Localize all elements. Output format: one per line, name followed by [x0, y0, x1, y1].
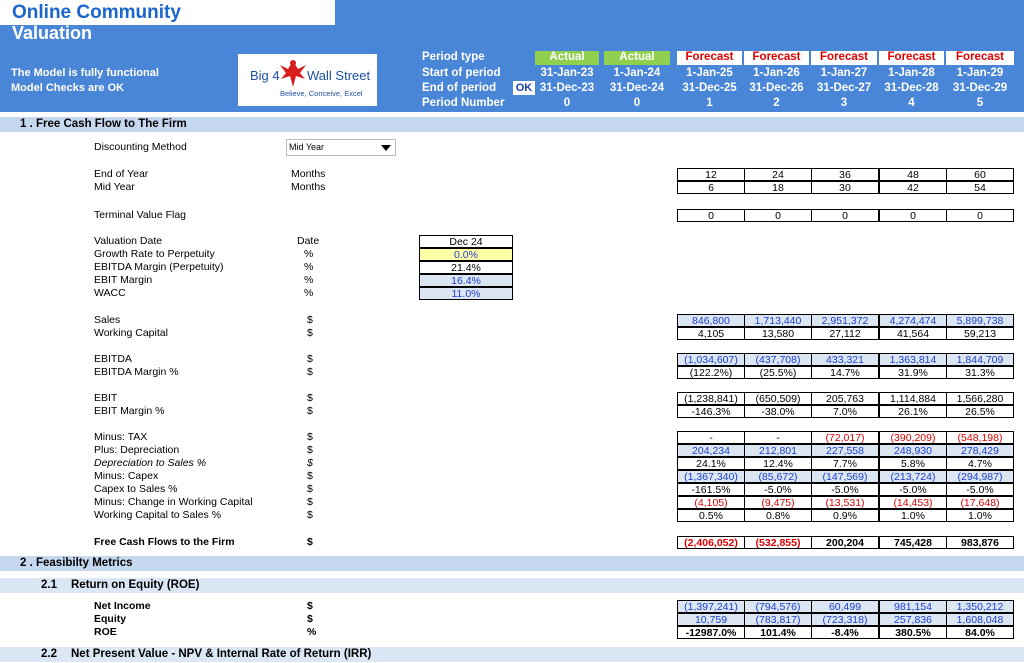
row-value-cell: 7.7% — [811, 457, 879, 470]
row-value-cell: 204,234 — [677, 444, 745, 457]
roe-value-cell: (783,817) — [744, 613, 812, 626]
row-value-cell: (13,531) — [811, 496, 879, 509]
roe-row-unit: $ — [307, 613, 313, 625]
input-label: EBITDA Margin (Perpetuity) — [94, 261, 224, 273]
row-label: Minus: Change in Working Capital — [94, 496, 253, 508]
row-value-cell: (147,569) — [811, 470, 879, 483]
end-of-year-cell: 48 — [879, 168, 947, 181]
row-unit: $ — [307, 327, 313, 339]
end-period-label: End of period — [422, 82, 497, 94]
discounting-method-value: Mid Year — [289, 142, 325, 152]
subsection-npv-title: Net Present Value - NPV & Internal Rate of Return (IRR) — [71, 648, 372, 660]
roe-value-cell: -8.4% — [811, 626, 879, 639]
row-value-cell: 31.9% — [879, 366, 947, 379]
row-label: Working Capital to Sales % — [94, 509, 222, 521]
row-unit: $ — [307, 353, 313, 365]
roe-value-cell: 981,154 — [879, 600, 947, 613]
row-value-cell: 31.3% — [946, 366, 1014, 379]
terminal-flag-cell: 0 — [811, 209, 879, 222]
period-number-cell: 0 — [633, 97, 641, 109]
row-value-cell: 4,105 — [677, 327, 745, 340]
row-value-cell: 0.8% — [744, 509, 812, 522]
row-value-cell: 846,800 — [677, 314, 745, 327]
row-unit: $ — [307, 496, 313, 508]
roe-value-cell: 380.5% — [879, 626, 947, 639]
period-end-cell: 31-Dec-27 — [816, 82, 872, 94]
period-start-cell: 1-Jan-26 — [753, 67, 800, 79]
roe-row-unit: $ — [307, 600, 313, 612]
period-number-cell: 2 — [773, 97, 780, 109]
end-of-year-label: End of Year — [94, 168, 149, 180]
roe-value-cell: 84.0% — [946, 626, 1014, 639]
input-label: Growth Rate to Perpetuity — [94, 248, 215, 260]
end-of-year-unit: Months — [291, 168, 326, 180]
row-unit: $ — [307, 457, 313, 469]
period-number-cell: 5 — [976, 97, 984, 109]
row-value-cell: (2,406,052) — [677, 536, 745, 549]
period-number-cell: 1 — [706, 97, 713, 109]
mid-year-cell: 30 — [811, 181, 879, 194]
status-functional: The Model is fully functional — [11, 67, 159, 79]
period-type-cell: Actual — [535, 51, 599, 65]
terminal-flag-cell: 0 — [744, 209, 812, 222]
row-value-cell: 1.0% — [946, 509, 1014, 522]
roe-value-cell: 1,350,212 — [946, 600, 1014, 613]
period-type-cell: Forecast — [879, 51, 944, 65]
row-label: EBIT Margin % — [94, 405, 165, 417]
input-label: WACC — [94, 287, 126, 299]
period-type-label: Period type — [422, 51, 485, 63]
mid-year-cell: 42 — [879, 181, 947, 194]
row-value-cell: 13,580 — [744, 327, 812, 340]
row-label: Free Cash Flows to the Firm — [94, 536, 235, 548]
chevron-down-icon[interactable] — [381, 145, 391, 151]
row-value-cell: 24.1% — [677, 457, 745, 470]
roe-row-label: Equity — [94, 613, 127, 625]
row-value-cell: 0.5% — [677, 509, 745, 522]
logo — [238, 54, 377, 106]
period-type-cell: Forecast — [677, 51, 742, 65]
row-value-cell: -161.5% — [677, 483, 745, 496]
mid-year-cell: 6 — [677, 181, 745, 194]
period-start-cell: 1-Jan-27 — [820, 67, 868, 79]
mid-year-label: Mid Year — [94, 181, 135, 193]
mid-year-unit: Months — [291, 181, 326, 193]
row-value-cell: 1,566,280 — [946, 392, 1014, 405]
period-number-cell: 3 — [840, 97, 848, 109]
row-value-cell: 983,876 — [946, 536, 1014, 549]
row-value-cell: 59,213 — [946, 327, 1014, 340]
period-type-cell: Forecast — [744, 51, 809, 65]
row-value-cell: 745,428 — [879, 536, 947, 549]
row-value-cell: 26.5% — [946, 405, 1014, 418]
row-value-cell: -5.0% — [811, 483, 879, 496]
row-label: Sales — [94, 314, 121, 326]
row-unit: $ — [307, 431, 313, 443]
row-unit: $ — [307, 483, 313, 495]
row-value-cell: 200,204 — [811, 536, 879, 549]
subsection-roe-bar — [0, 578, 1024, 593]
roe-value-cell: 10,759 — [677, 613, 745, 626]
subsection-roe-number: 2.1 — [41, 579, 57, 591]
period-start-cell: 1-Jan-24 — [613, 67, 661, 79]
logo-tagline: Believe, Conceive, Excel — [280, 89, 363, 98]
row-value-cell: (25.5%) — [744, 366, 812, 379]
input-unit: % — [304, 287, 314, 299]
row-value-cell: (4,105) — [677, 496, 745, 509]
mid-year-cell: 18 — [744, 181, 812, 194]
input-unit: % — [304, 274, 314, 286]
row-value-cell: -5.0% — [744, 483, 812, 496]
input-label: Valuation Date — [94, 235, 163, 247]
row-value-cell: 41,564 — [879, 327, 947, 340]
period-number-cell: 0 — [563, 97, 571, 109]
roe-value-cell: 257,836 — [879, 613, 947, 626]
roe-row-unit: % — [307, 626, 317, 638]
row-value-cell: 4,274,474 — [879, 314, 947, 327]
row-value-cell: (437,708) — [744, 353, 812, 366]
end-of-year-cell: 12 — [677, 168, 745, 181]
input-unit: Date — [297, 235, 320, 247]
row-value-cell: 205,763 — [811, 392, 879, 405]
period-end-cell: 31-Dec-28 — [884, 82, 939, 94]
period-end-cell: 31-Dec-25 — [682, 82, 737, 94]
row-label: Plus: Depreciation — [94, 444, 180, 456]
roe-value-cell: 60,499 — [811, 600, 879, 613]
row-value-cell: 248,930 — [879, 444, 947, 457]
row-value-cell: (294,987) — [946, 470, 1014, 483]
row-unit: $ — [307, 470, 313, 482]
row-value-cell: (72,017) — [811, 431, 879, 444]
row-value-cell: 1,363,814 — [879, 353, 947, 366]
period-start-cell: 1-Jan-25 — [686, 67, 733, 79]
input-unit: % — [304, 261, 314, 273]
row-label: EBITDA Margin % — [94, 366, 179, 378]
row-unit: $ — [307, 366, 313, 378]
row-value-cell: (650,509) — [744, 392, 812, 405]
end-of-year-cell: 24 — [744, 168, 812, 181]
row-value-cell: 5.8% — [879, 457, 947, 470]
period-type-cell: Forecast — [946, 51, 1014, 65]
row-label: EBIT — [94, 392, 118, 404]
status-checks: Model Checks are OK — [11, 82, 125, 94]
input-value-field[interactable]: 0.0% — [419, 248, 513, 261]
terminal-flag-cell: 0 — [946, 209, 1014, 222]
period-type-cell: Forecast — [811, 51, 877, 65]
discounting-method-dropdown[interactable] — [286, 139, 396, 156]
section-1-bar — [0, 117, 1024, 132]
roe-value-cell: 101.4% — [744, 626, 812, 639]
row-value-cell: 0.9% — [811, 509, 879, 522]
section-1-title: 1 . Free Cash Flow to The Firm — [20, 118, 187, 130]
roe-value-cell: (1,397,241) — [677, 600, 745, 613]
roe-value-cell: (794,576) — [744, 600, 812, 613]
row-unit: $ — [307, 444, 313, 456]
period-end-cell: 31-Dec-24 — [609, 82, 665, 94]
section-2-bar — [0, 556, 1024, 571]
row-label: Working Capital — [94, 327, 168, 339]
eagle-icon — [278, 57, 308, 89]
row-value-cell: 2,951,372 — [811, 314, 879, 327]
logo-text-right: Wall Street — [307, 68, 371, 83]
row-value-cell: (14,453) — [879, 496, 947, 509]
row-value-cell: (9,475) — [744, 496, 812, 509]
row-label: Capex to Sales % — [94, 483, 178, 495]
row-unit: $ — [307, 536, 313, 548]
row-value-cell: (548,198) — [946, 431, 1014, 444]
row-value-cell: 212,801 — [744, 444, 812, 457]
row-value-cell: 14.7% — [811, 366, 879, 379]
row-value-cell: 12.4% — [744, 457, 812, 470]
row-unit: $ — [307, 405, 313, 417]
start-period-label: Start of period — [422, 67, 501, 79]
row-value-cell: 1,114,884 — [879, 392, 947, 405]
row-value-cell: (17,648) — [946, 496, 1014, 509]
row-value-cell: 27,112 — [811, 327, 879, 340]
row-value-cell: - — [677, 431, 745, 444]
roe-value-cell: -12987.0% — [677, 626, 745, 639]
period-start-cell: 31-Jan-23 — [540, 67, 594, 79]
row-value-cell: 227,558 — [811, 444, 879, 457]
input-label: EBIT Margin — [94, 274, 153, 286]
row-value-cell: - — [744, 431, 812, 444]
logo-text-left: Big 4 — [250, 68, 280, 83]
period-end-cell: 31-Dec-29 — [952, 82, 1008, 94]
period-number-label: Period Number — [422, 97, 505, 109]
row-unit: $ — [307, 509, 313, 521]
period-end-cell: 31-Dec-26 — [749, 82, 804, 94]
ok-badge: OK — [513, 81, 535, 95]
section-2-title: 2 . Feasibilty Metrics — [20, 557, 133, 569]
row-unit: $ — [307, 314, 313, 326]
roe-row-label: Net Income — [94, 600, 151, 612]
row-value-cell: (1,367,340) — [677, 470, 745, 483]
row-value-cell: (1,238,841) — [677, 392, 745, 405]
row-unit: $ — [307, 392, 313, 404]
row-value-cell: -5.0% — [946, 483, 1014, 496]
row-value-cell: 1,844,709 — [946, 353, 1014, 366]
row-value-cell: 4.7% — [946, 457, 1014, 470]
period-number-cell: 4 — [908, 97, 915, 109]
input-value-field[interactable]: 21.4% — [419, 261, 513, 274]
subsection-roe-title: Return on Equity (ROE) — [71, 579, 200, 591]
subsection-npv-bar — [0, 647, 1024, 662]
terminal-flag-cell: 0 — [879, 209, 947, 222]
input-value-field[interactable]: 11.0% — [419, 287, 513, 300]
discounting-method-label: Discounting Method — [94, 141, 187, 153]
row-value-cell: 1,713,440 — [744, 314, 812, 327]
period-end-cell: 31-Dec-23 — [539, 82, 595, 94]
row-label: Minus: Capex — [94, 470, 159, 482]
mid-year-cell: 54 — [946, 181, 1014, 194]
row-value-cell: (1,034,607) — [677, 353, 745, 366]
row-value-cell: (390,209) — [879, 431, 947, 444]
row-value-cell: 5,899,738 — [946, 314, 1014, 327]
row-label: EBITDA — [94, 353, 132, 365]
row-value-cell: -5.0% — [879, 483, 947, 496]
row-value-cell: 433,321 — [811, 353, 879, 366]
page-title: Online Community — [12, 2, 181, 23]
roe-value-cell: (723,318) — [811, 613, 879, 626]
period-start-cell: 1-Jan-29 — [956, 67, 1004, 79]
row-value-cell: (213,724) — [879, 470, 947, 483]
row-value-cell: 26.1% — [879, 405, 947, 418]
end-of-year-cell: 36 — [811, 168, 879, 181]
roe-value-cell: 1,608,048 — [946, 613, 1014, 626]
row-value-cell: -38.0% — [744, 405, 812, 418]
input-unit: % — [304, 248, 314, 260]
roe-row-label: ROE — [94, 626, 117, 638]
input-value-field[interactable]: Dec 24 — [419, 235, 513, 248]
row-label: Minus: TAX — [94, 431, 148, 443]
row-value-cell: 278,429 — [946, 444, 1014, 457]
terminal-value-label: Terminal Value Flag — [94, 209, 187, 221]
period-start-cell: 1-Jan-28 — [888, 67, 935, 79]
row-value-cell: 7.0% — [811, 405, 879, 418]
row-value-cell: (122.2%) — [677, 366, 745, 379]
row-label: Depreciation to Sales % — [94, 457, 207, 469]
subsection-npv-number: 2.2 — [41, 648, 57, 660]
end-of-year-cell: 60 — [946, 168, 1014, 181]
input-value-field[interactable]: 16.4% — [419, 274, 513, 287]
row-value-cell: -146.3% — [677, 405, 745, 418]
period-type-cell: Actual — [604, 51, 670, 65]
row-value-cell: 1.0% — [879, 509, 947, 522]
row-value-cell: (532,855) — [744, 536, 812, 549]
terminal-flag-cell: 0 — [677, 209, 745, 222]
page-subtitle: Valuation — [12, 23, 93, 43]
row-value-cell: (85,672) — [744, 470, 812, 483]
